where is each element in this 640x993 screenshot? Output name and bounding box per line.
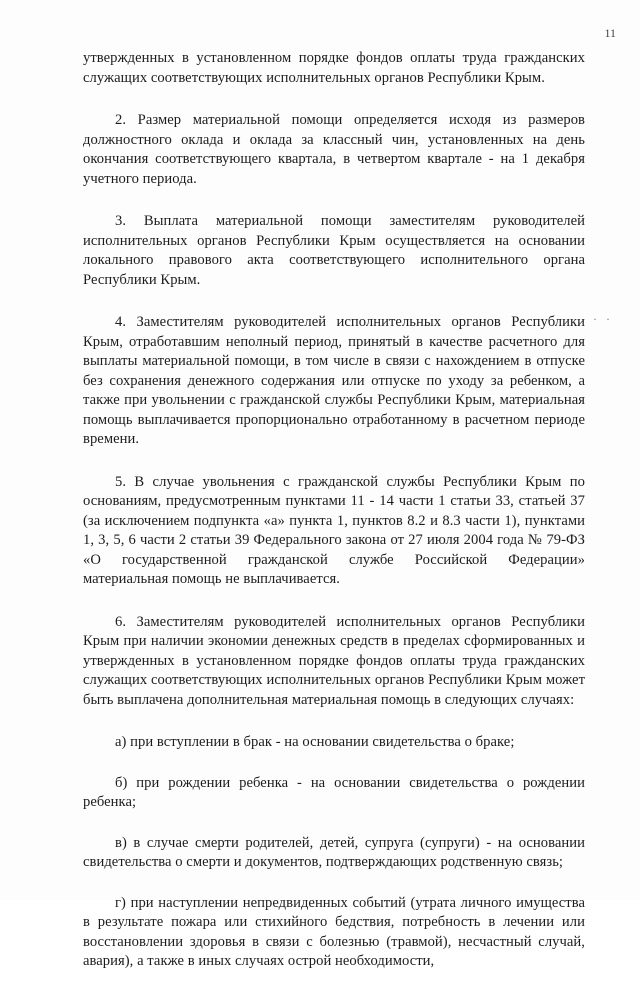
paragraph-4: 4. Заместителям руководителей исполнительных органов Республики Крым, отработавшим неполный период, принятый в качестве расчетного для выплаты материальной помощи, в том числе в связи с нахождением в отпуске без сохранения денежного содержания или отпуске по уходу за ребенком, а также при увольнении с гражданской службы Республики Крым, материальная помощь выплачивается пропорционально отработанному в расчетном периоде времени. <box>83 314 585 447</box>
subparagraph-b: б) при рождении ребенка - на основании свидетельства о рождении ребенка; <box>83 774 585 810</box>
paragraph-5: 5. В случае увольнения с гражданской службы Республики Крым по основаниям, предусмотренным пунктами 11 - 14 части 1 статьи 33, статьей 37 (за исключением подпункта «а» пункта 1, пунктов 8.2 и 8.3 части 1), пунктами 1, 3, 5, 6 части 2 статьи 39 Федерального закона от 27 июля 2004 года № 79-ФЗ «О государственной гражданской службе Российской Федерации» материальная помощь не выплачивается. <box>83 473 585 587</box>
subparagraph-g: г) при наступлении непредвиденных событий (утрата личного имущества в результате пожара или стихийного бедствия, потребность в лечении или восстановлении здоровья в связи с болезнью (травмой), несчастный случай, авария), а также в иных случаях острой необходимости, <box>83 894 585 969</box>
paragraph-3: 3. Выплата материальной помощи заместителям руководителей исполнительных органов Республики Крым осуществляется на основании локального правового акта соответствующего исполнительного органа Республики Крым. <box>83 213 585 288</box>
subparagraph-v: в) в случае смерти родителей, детей, супруга (супруги) - на основании свидетельства о смерти и документов, подтверждающих родственную связь; <box>83 834 585 870</box>
page-number: 11 <box>604 26 616 40</box>
paragraph-6: 6. Заместителям руководителей исполнительных органов Республики Крым при наличии экономии денежных средств в пределах сформированных и утвержденных в установленном порядке фондов оплаты труда гражданских служащих соответствующих исполнительных органов Республики Крым может быть выплачена дополнительная материальная помощь в следующих случаях: <box>83 613 585 708</box>
subparagraph-a: а) при вступлении в брак - на основании свидетельства о браке; <box>115 734 515 750</box>
scan-artifact: · · <box>593 312 613 326</box>
document-body <box>83 49 585 993</box>
paragraph-continuation: утвержденных в установленном порядке фондов оплаты труда гражданских служащих соответствующих исполнительных органов Республики Крым. <box>83 50 585 86</box>
paragraph-2: 2. Размер материальной помощи определяется исходя из размеров должностного оклада и оклада за классный чин, установленных на день окончания соответствующего квартала, в четвертом квартале - на 1 декабря учетного периода. <box>83 112 585 187</box>
